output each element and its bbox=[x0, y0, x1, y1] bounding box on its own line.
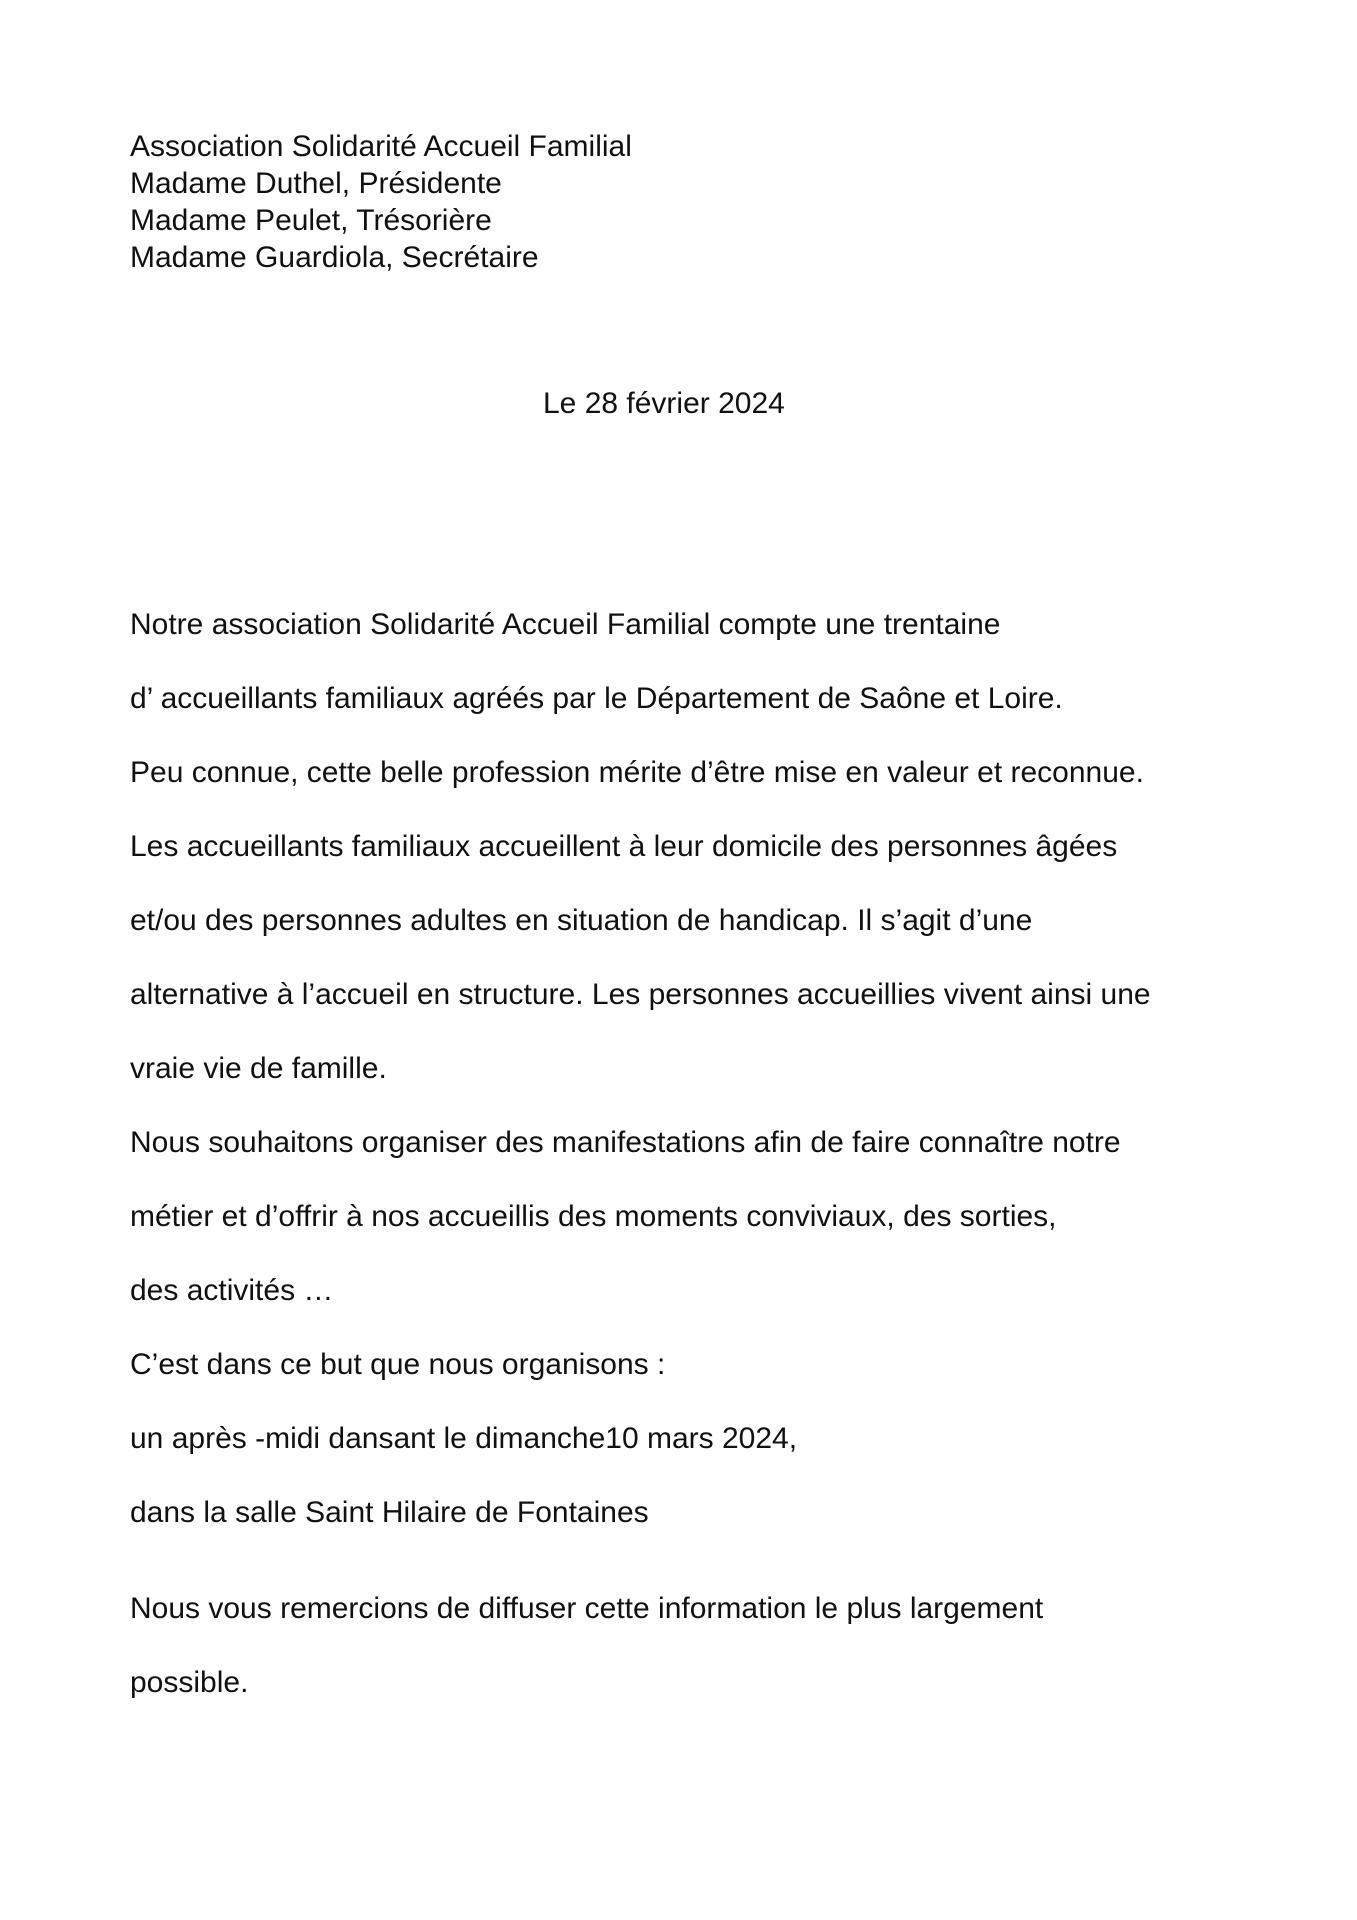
body-line: alternative à l’accueil en structure. Les personnes accueillies vivent ainsi une bbox=[130, 978, 1151, 1011]
body-line: vraie vie de famille. bbox=[130, 1052, 387, 1085]
body-line: C’est dans ce but que nous organisons : bbox=[130, 1348, 666, 1381]
closing-line: possible. bbox=[130, 1666, 249, 1699]
president-line: Madame Duthel, Présidente bbox=[130, 167, 502, 200]
body-line: Notre association Solidarité Accueil Familial compte une trentaine bbox=[130, 608, 1001, 641]
body-line: d’ accueillants familiaux agréés par le Département de Saône et Loire. bbox=[130, 682, 1063, 715]
body-line: Nous souhaitons organiser des manifestations afin de faire connaître notre bbox=[130, 1126, 1121, 1159]
letter-header bbox=[130, 128, 632, 276]
body-line: un après -midi dansant le dimanche10 mars 2024, bbox=[130, 1422, 798, 1455]
organization-name: Association Solidarité Accueil Familial bbox=[130, 130, 632, 163]
body-line: dans la salle Saint Hilaire de Fontaines bbox=[130, 1496, 649, 1529]
body-line: et/ou des personnes adultes en situation de handicap. Il s’agit d’une bbox=[130, 904, 1033, 937]
paragraph-gap bbox=[130, 1568, 1151, 1590]
letter-body bbox=[130, 606, 1151, 1738]
treasurer-line: Madame Peulet, Trésorière bbox=[130, 204, 492, 237]
closing-line: Nous vous remercions de diffuser cette information le plus largement bbox=[130, 1592, 1044, 1625]
letter-date: Le 28 février 2024 bbox=[543, 387, 785, 420]
body-line: Les accueillants familiaux accueillent à leur domicile des personnes âgées bbox=[130, 830, 1118, 863]
secretary-line: Madame Guardiola, Secrétaire bbox=[130, 241, 539, 274]
body-line: Peu connue, cette belle profession mérite d’être mise en valeur et reconnue. bbox=[130, 756, 1144, 789]
body-line: métier et d’offrir à nos accueillis des moments conviviaux, des sorties, bbox=[130, 1200, 1057, 1233]
body-line: des activités … bbox=[130, 1274, 334, 1307]
